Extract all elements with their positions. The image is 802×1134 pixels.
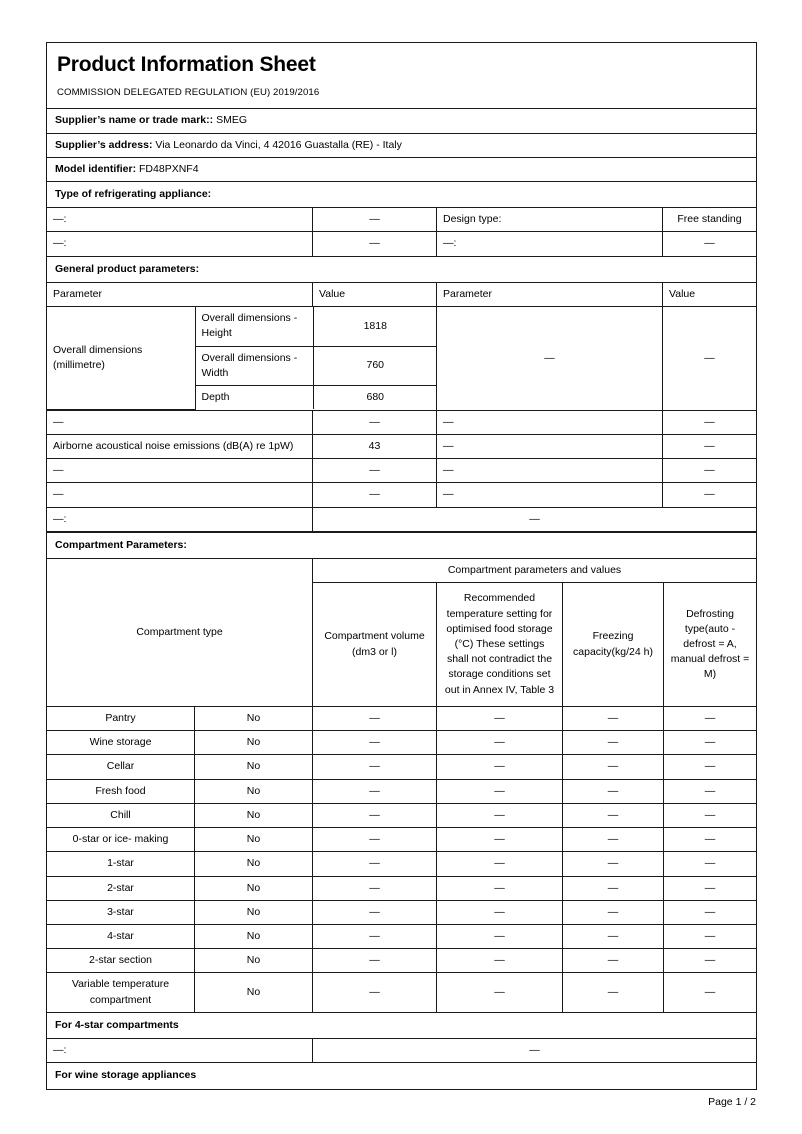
compartment-defrosting-11: —	[664, 973, 757, 1012]
compartment-defrosting-0: —	[664, 707, 757, 731]
compartment-freezing-8: —	[563, 900, 664, 924]
appliance-type-label2-1: —:	[437, 232, 663, 256]
appliance-type-value-0: —	[313, 208, 437, 232]
compartment-freezing-0: —	[563, 707, 664, 731]
compartment-row	[47, 973, 757, 1012]
general-parameter-name-3: —	[47, 483, 313, 507]
general-parameter-name2-1: —	[437, 434, 663, 458]
general-parameter-row	[47, 483, 757, 507]
compartment-freezing-11: —	[563, 973, 664, 1012]
column-header-parameter-2: Parameter	[437, 282, 663, 306]
compartment-present-11: No	[195, 973, 313, 1012]
compartment-freezing-5: —	[563, 828, 664, 852]
compartment-temperature-3: —	[437, 779, 563, 803]
title-row	[47, 43, 757, 84]
compartment-temperature-10: —	[437, 949, 563, 973]
regulation-row	[47, 83, 757, 109]
compartment-group-header-row	[47, 559, 757, 583]
compartment-defrosting-3: —	[664, 779, 757, 803]
supplier-name-cell	[47, 109, 757, 133]
compartment-defrosting-10: —	[664, 949, 757, 973]
four-star-row	[47, 1039, 757, 1063]
compartment-temperature-7: —	[437, 876, 563, 900]
overall-dimensions-label-line2: (millimetre)	[53, 358, 105, 371]
header-table	[46, 42, 757, 532]
wine-storage-section-title: For wine storage appliances	[47, 1063, 757, 1089]
supplier-name-row	[47, 109, 757, 133]
compartment-present-3: No	[195, 779, 313, 803]
compartment-volume-6: —	[313, 852, 437, 876]
compartment-parameters-table	[46, 532, 757, 1090]
compartment-volume-0: —	[313, 707, 437, 731]
compartment-temperature-6: —	[437, 852, 563, 876]
compartment-present-4: No	[195, 803, 313, 827]
four-star-label: —:	[47, 1039, 313, 1063]
compartment-freezing-2: —	[563, 755, 664, 779]
appliance-type-label-1: —:	[47, 232, 313, 256]
dimension-name-depth: Depth	[195, 385, 313, 409]
general-parameters-full-width-row	[47, 507, 757, 531]
general-parameter-value2-0: —	[663, 410, 757, 434]
compartment-temperature-2: —	[437, 755, 563, 779]
compartment-volume-1: —	[313, 731, 437, 755]
compartment-row	[47, 779, 757, 803]
compartment-volume-2: —	[313, 755, 437, 779]
compartment-defrosting-9: —	[664, 924, 757, 948]
compartment-freezing-1: —	[563, 731, 664, 755]
compartment-type-8: 3-star	[47, 900, 195, 924]
general-parameters-section-title: General product parameters:	[47, 256, 757, 282]
supplier-name-value: SMEG	[216, 114, 247, 127]
compartment-type-3: Fresh food	[47, 779, 195, 803]
compartment-defrosting-5: —	[664, 828, 757, 852]
compartment-type-7: 2-star	[47, 876, 195, 900]
document-page	[46, 42, 756, 1090]
model-identifier-cell	[47, 157, 757, 181]
general-parameter-row	[47, 410, 757, 434]
supplier-address-value: Via Leonardo da Vinci, 4 42016 Guastalla (RE) - Italy	[155, 138, 402, 151]
compartment-column-freezing: Freezing capacity(kg/24 h)	[563, 583, 664, 707]
general-parameter-value2-2: —	[663, 459, 757, 483]
general-parameter-value-1: 43	[313, 434, 437, 458]
dimension-value-height: 1818	[313, 307, 437, 346]
compartment-volume-3: —	[313, 779, 437, 803]
compartment-row	[47, 949, 757, 973]
compartment-present-8: No	[195, 900, 313, 924]
compartment-freezing-10: —	[563, 949, 664, 973]
compartment-section-row	[47, 532, 757, 558]
compartment-volume-9: —	[313, 924, 437, 948]
four-star-section-title: For 4-star compartments	[47, 1012, 757, 1038]
model-identifier-value: FD48PXNF4	[139, 162, 199, 175]
page-number-label: Page 1 / 2	[708, 1096, 756, 1108]
compartment-type-0: Pantry	[47, 707, 195, 731]
appliance-type-section-row	[47, 182, 757, 208]
general-parameters-section-row	[47, 256, 757, 282]
compartment-temperature-11: —	[437, 973, 563, 1012]
appliance-type-label-0: —:	[47, 208, 313, 232]
compartment-row	[47, 900, 757, 924]
overall-dimensions-label	[47, 307, 195, 409]
compartment-defrosting-4: —	[664, 803, 757, 827]
overall-dimensions-label-line1: Overall dimensions	[53, 343, 143, 356]
appliance-type-row	[47, 208, 757, 232]
compartment-defrosting-6: —	[664, 852, 757, 876]
appliance-type-value2-1: —	[663, 232, 757, 256]
compartment-type-10: 2-star section	[47, 949, 195, 973]
compartment-temperature-1: —	[437, 731, 563, 755]
page-footer	[46, 1096, 756, 1108]
four-star-section-row	[47, 1012, 757, 1038]
compartment-row	[47, 755, 757, 779]
general-parameter-value-3: —	[313, 483, 437, 507]
compartment-type-1: Wine storage	[47, 731, 195, 755]
design-type-value: Free standing	[663, 208, 757, 232]
compartment-row	[47, 852, 757, 876]
compartment-present-10: No	[195, 949, 313, 973]
compartment-volume-7: —	[313, 876, 437, 900]
design-type-label: Design type:	[437, 208, 663, 232]
general-parameter-name-2: —	[47, 459, 313, 483]
compartment-type-11: Variable temperature compartment	[47, 973, 195, 1012]
general-parameter-name-1: Airborne acoustical noise emissions (dB(A) re 1pW)	[47, 434, 313, 458]
supplier-address-row	[47, 133, 757, 157]
appliance-type-value-1: —	[313, 232, 437, 256]
compartment-freezing-9: —	[563, 924, 664, 948]
compartment-volume-10: —	[313, 949, 437, 973]
general-parameter-name-0: —	[47, 410, 313, 434]
dimension-name-height: Overall dimensions - Height	[195, 307, 313, 346]
page-title: Product Information Sheet	[57, 53, 316, 76]
dimension-value-depth: 680	[313, 385, 437, 409]
compartment-group-header: Compartment parameters and values	[313, 559, 757, 583]
regulation-cell	[47, 83, 757, 109]
general-parameters-full-label: —:	[47, 507, 313, 531]
compartment-section-title: Compartment Parameters:	[47, 532, 757, 558]
dimension-row-height	[47, 307, 437, 346]
compartment-present-2: No	[195, 755, 313, 779]
compartment-freezing-6: —	[563, 852, 664, 876]
four-star-value: —	[313, 1039, 757, 1063]
supplier-name-label: Supplier’s name or trade mark::	[55, 114, 214, 127]
compartment-temperature-5: —	[437, 828, 563, 852]
compartment-column-temperature: Recommended temperature setting for optimised food storage (°C) These settings shall not contradict the storage conditions set out in Annex IV, Table 3	[437, 583, 563, 707]
compartment-row	[47, 707, 757, 731]
general-parameter-value-0: —	[313, 410, 437, 434]
compartment-type-5: 0-star or ice- making	[47, 828, 195, 852]
general-parameters-full-value: —	[313, 507, 757, 531]
compartment-temperature-4: —	[437, 803, 563, 827]
general-parameter-row	[47, 434, 757, 458]
compartment-defrosting-7: —	[664, 876, 757, 900]
overall-dimensions-table	[47, 307, 437, 410]
compartment-row	[47, 731, 757, 755]
general-parameter-name2-2: —	[437, 459, 663, 483]
general-parameter-row	[47, 459, 757, 483]
compartment-volume-4: —	[313, 803, 437, 827]
compartment-present-5: No	[195, 828, 313, 852]
compartment-volume-8: —	[313, 900, 437, 924]
compartment-present-1: No	[195, 731, 313, 755]
overall-dimensions-right-parameter: —	[437, 307, 663, 411]
column-header-parameter-1: Parameter	[47, 282, 313, 306]
compartment-row	[47, 876, 757, 900]
overall-dimensions-right-value: —	[663, 307, 757, 411]
compartment-defrosting-2: —	[664, 755, 757, 779]
compartment-type-9: 4-star	[47, 924, 195, 948]
overall-dimensions-cell	[47, 307, 437, 411]
compartment-volume-5: —	[313, 828, 437, 852]
wine-storage-section-row	[47, 1063, 757, 1089]
compartment-type-6: 1-star	[47, 852, 195, 876]
compartment-row	[47, 828, 757, 852]
compartment-column-volume: Compartment volume (dm3 or l)	[313, 583, 437, 707]
compartment-defrosting-1: —	[664, 731, 757, 755]
compartment-type-header: Compartment type	[47, 559, 313, 707]
compartment-freezing-7: —	[563, 876, 664, 900]
model-identifier-row	[47, 157, 757, 181]
compartment-present-7: No	[195, 876, 313, 900]
compartment-temperature-9: —	[437, 924, 563, 948]
general-parameter-value-2: —	[313, 459, 437, 483]
appliance-type-section-title: Type of refrigerating appliance:	[47, 182, 757, 208]
compartment-defrosting-8: —	[664, 900, 757, 924]
compartment-row	[47, 803, 757, 827]
column-header-value-2: Value	[663, 282, 757, 306]
dimension-value-width: 760	[313, 346, 437, 385]
appliance-type-row	[47, 232, 757, 256]
compartment-type-4: Chill	[47, 803, 195, 827]
column-header-value-1: Value	[313, 282, 437, 306]
compartment-freezing-3: —	[563, 779, 664, 803]
compartment-type-2: Cellar	[47, 755, 195, 779]
overall-dimensions-row	[47, 307, 757, 411]
dimension-name-width: Overall dimensions - Width	[195, 346, 313, 385]
compartment-present-0: No	[195, 707, 313, 731]
general-parameter-name2-0: —	[437, 410, 663, 434]
compartment-temperature-0: —	[437, 707, 563, 731]
general-parameter-value2-1: —	[663, 434, 757, 458]
model-identifier-label: Model identifier:	[55, 162, 137, 175]
supplier-address-cell	[47, 133, 757, 157]
general-parameter-value2-3: —	[663, 483, 757, 507]
supplier-address-label: Supplier’s address:	[55, 138, 153, 151]
regulation-text: COMMISSION DELEGATED REGULATION (EU) 2019/2016	[57, 87, 320, 99]
compartment-column-defrosting: Defrosting type(auto - defrost = A, manual defrost = M)	[664, 583, 757, 707]
compartment-row	[47, 924, 757, 948]
compartment-present-9: No	[195, 924, 313, 948]
compartment-freezing-4: —	[563, 803, 664, 827]
title-cell	[47, 43, 757, 84]
compartment-present-6: No	[195, 852, 313, 876]
compartment-temperature-8: —	[437, 900, 563, 924]
general-parameter-name2-3: —	[437, 483, 663, 507]
compartment-volume-11: —	[313, 973, 437, 1012]
general-parameters-header-row	[47, 282, 757, 306]
